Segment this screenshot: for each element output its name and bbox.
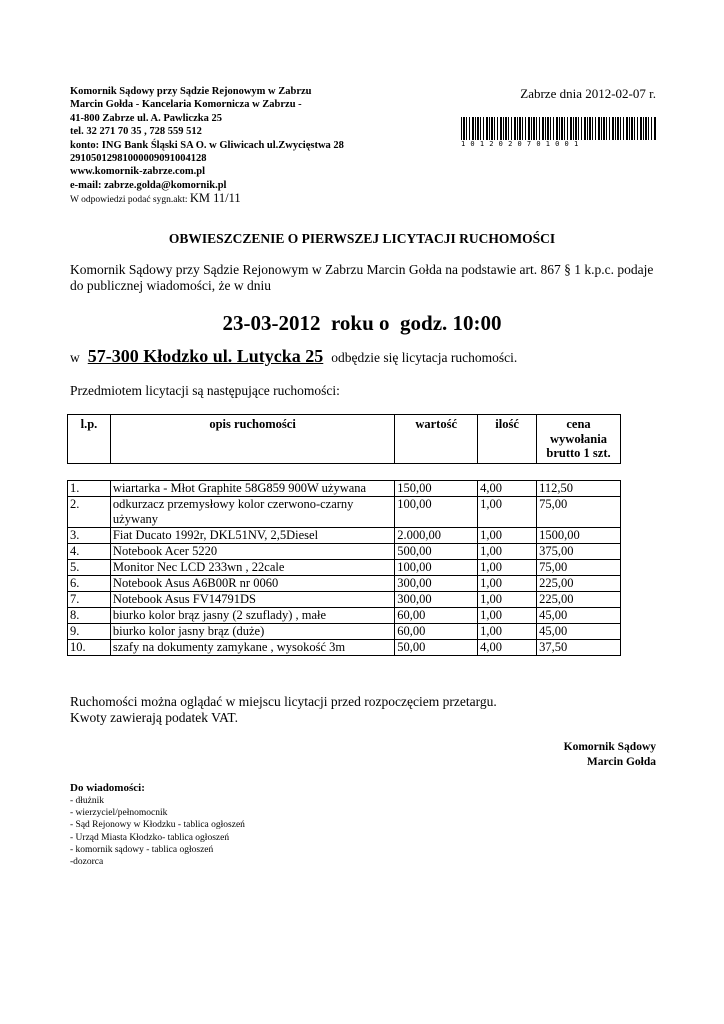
table-row xyxy=(68,592,621,608)
barcode xyxy=(461,117,657,149)
distribution-item: - Urząd Miasta Kłodzko- tablica ogłoszeń xyxy=(70,832,230,843)
barcode-digits: 1012020701001 xyxy=(461,140,584,148)
place-prefix: w xyxy=(70,350,80,365)
case-reference-value: KM 11/11 xyxy=(189,191,241,206)
document-title: OBWIESZCZENIE O PIERWSZEJ LICYTACJI RUCHOMOŚCI xyxy=(168,231,556,246)
cell-lp: 1. xyxy=(68,481,111,497)
place-suffix: odbędzie się licytacja ruchomości. xyxy=(331,350,518,365)
cell-price: 37,50 xyxy=(537,640,621,656)
cell-lp: 4. xyxy=(68,544,111,560)
cell-quantity: 1,00 xyxy=(478,608,537,624)
notes xyxy=(70,694,497,726)
office-website: www.komornik-zabrze.com.pl xyxy=(70,166,206,178)
note-viewing: Ruchomości można oglądać w miejscu licytacji przed rozpoczęciem przetargu. xyxy=(70,694,497,709)
cell-description: odkurzacz przemysłowy kolor czerwono-czarny używany xyxy=(110,497,394,528)
cell-value: 300,00 xyxy=(395,576,478,592)
cell-lp: 3. xyxy=(68,528,111,544)
table-row xyxy=(68,528,621,544)
cell-price: 75,00 xyxy=(537,560,621,576)
cell-value: 500,00 xyxy=(395,544,478,560)
col-value: wartość xyxy=(395,415,478,464)
cell-lp: 6. xyxy=(68,576,111,592)
cell-description: Monitor Nec LCD 233wn , 22cale xyxy=(110,560,394,576)
cell-description: szafy na dokumenty zamykane , wysokość 3m xyxy=(110,640,394,656)
cell-price: 75,00 xyxy=(537,497,621,528)
distribution-item: - wierzyciel/pełnomocnik xyxy=(70,808,168,819)
office-address: 41-800 Zabrze ul. A. Pawliczka 25 xyxy=(70,112,222,124)
cell-price: 225,00 xyxy=(537,592,621,608)
cell-description: Notebook Asus A6B00R nr 0060 xyxy=(110,576,394,592)
case-reference xyxy=(70,192,430,207)
col-price-line2: wywołania xyxy=(550,431,607,446)
cell-value: 60,00 xyxy=(395,608,478,624)
col-quantity: ilość xyxy=(478,415,537,464)
distribution-item: - Sąd Rejonowy w Kłodzku - tablica ogłoszeń xyxy=(70,820,245,831)
case-reference-label: W odpowiedzi podać sygn.akt: xyxy=(70,195,188,206)
col-lp: l.p. xyxy=(68,415,111,464)
cell-quantity: 1,00 xyxy=(478,592,537,608)
cell-price: 45,00 xyxy=(537,608,621,624)
table-row xyxy=(68,576,621,592)
cell-description: Notebook Asus FV14791DS xyxy=(110,592,394,608)
cell-quantity: 4,00 xyxy=(478,481,537,497)
cell-value: 100,00 xyxy=(395,560,478,576)
distribution-item: - komornik sądowy - tablica ogłoszeń xyxy=(70,844,214,855)
cell-value: 300,00 xyxy=(395,592,478,608)
table-row xyxy=(68,640,621,656)
distribution-item: - dłużnik xyxy=(70,796,105,806)
cell-quantity: 1,00 xyxy=(478,528,537,544)
col-price-line3: brutto 1 szt. xyxy=(546,446,611,460)
cell-value: 2.000,00 xyxy=(395,528,478,544)
barcode-bars xyxy=(461,117,657,140)
cell-price: 112,50 xyxy=(537,481,621,497)
distribution-heading: Do wiadomości: xyxy=(70,782,145,794)
cell-lp: 5. xyxy=(68,560,111,576)
signature xyxy=(480,740,656,770)
table-row xyxy=(68,544,621,560)
cell-quantity: 1,00 xyxy=(478,544,537,560)
cell-price: 45,00 xyxy=(537,624,621,640)
cell-price: 375,00 xyxy=(537,544,621,560)
note-vat: Kwoty zawierają podatek VAT. xyxy=(70,710,238,725)
signature-name: Marcin Gołda xyxy=(586,756,656,768)
items-table xyxy=(67,480,621,656)
cell-lp: 9. xyxy=(68,624,111,640)
intro-paragraph: Komornik Sądowy przy Sądzie Rejonowym w Zabrzu Marcin Gołda na podstawie art. 867 § 1 k.p.c. podaje do publicznej wiadomości, że w dniu xyxy=(70,262,654,293)
cell-quantity: 1,00 xyxy=(478,560,537,576)
cell-description: Fiat Ducato 1992r, DKL51NV, 2,5Diesel xyxy=(110,528,394,544)
office-phone: tel. 32 271 70 35 , 728 559 512 xyxy=(70,126,202,138)
cell-lp: 2. xyxy=(68,497,111,528)
subject-intro: Przedmiotem licytacji są następujące ruchomości: xyxy=(70,383,340,398)
letterhead xyxy=(70,85,430,208)
signature-title: Komornik Sądowy xyxy=(563,741,656,753)
cell-price: 1500,00 xyxy=(537,528,621,544)
items-table-body xyxy=(68,481,621,656)
cell-quantity: 1,00 xyxy=(478,497,537,528)
cell-value: 100,00 xyxy=(395,497,478,528)
office-owner: Marcin Gołda - Kancelaria Komornicza w Zabrzu - xyxy=(70,99,302,111)
cell-description: biurko kolor jasny brąz (duże) xyxy=(110,624,394,640)
office-bank: konto: ING Bank Śląski SA O. w Gliwicach ul.Zwycięstwa 28 xyxy=(70,139,344,151)
table-row xyxy=(68,497,621,528)
cell-value: 150,00 xyxy=(395,481,478,497)
table-row xyxy=(68,560,621,576)
cell-quantity: 1,00 xyxy=(478,576,537,592)
document-date: Zabrze dnia 2012-02-07 r. xyxy=(520,86,656,101)
cell-description: wiartarka - Młot Graphite 58G859 900W używana xyxy=(110,481,394,497)
table-row xyxy=(68,624,621,640)
table-row xyxy=(68,608,621,624)
cell-quantity: 1,00 xyxy=(478,624,537,640)
auction-place-line xyxy=(70,346,517,367)
auction-place: 57-300 Kłodzko ul. Lutycka 25 xyxy=(87,346,324,366)
cell-description: Notebook Acer 5220 xyxy=(110,544,394,560)
col-price xyxy=(537,415,621,464)
distribution-list xyxy=(70,781,245,868)
cell-quantity: 4,00 xyxy=(478,640,537,656)
col-description: opis ruchomości xyxy=(110,415,394,464)
office-email: e-mail: zabrze.golda@komornik.pl xyxy=(70,179,227,191)
table-row xyxy=(68,481,621,497)
col-price-line1: cena xyxy=(566,417,591,431)
items-table-header xyxy=(67,414,621,464)
cell-lp: 8. xyxy=(68,608,111,624)
cell-lp: 10. xyxy=(68,640,111,656)
cell-value: 50,00 xyxy=(395,640,478,656)
cell-lp: 7. xyxy=(68,592,111,608)
office-name: Komornik Sądowy przy Sądzie Rejonowym w Zabrzu xyxy=(70,86,312,97)
cell-description: biurko kolor brąz jasny (2 szuflady) , małe xyxy=(110,608,394,624)
cell-price: 225,00 xyxy=(537,576,621,592)
cell-value: 60,00 xyxy=(395,624,478,640)
distribution-item: -dozorca xyxy=(70,857,104,868)
auction-datetime: 23-03-2012 roku o godz. 10:00 xyxy=(222,311,502,335)
office-account: 29105012981000009091004128 xyxy=(70,153,207,165)
